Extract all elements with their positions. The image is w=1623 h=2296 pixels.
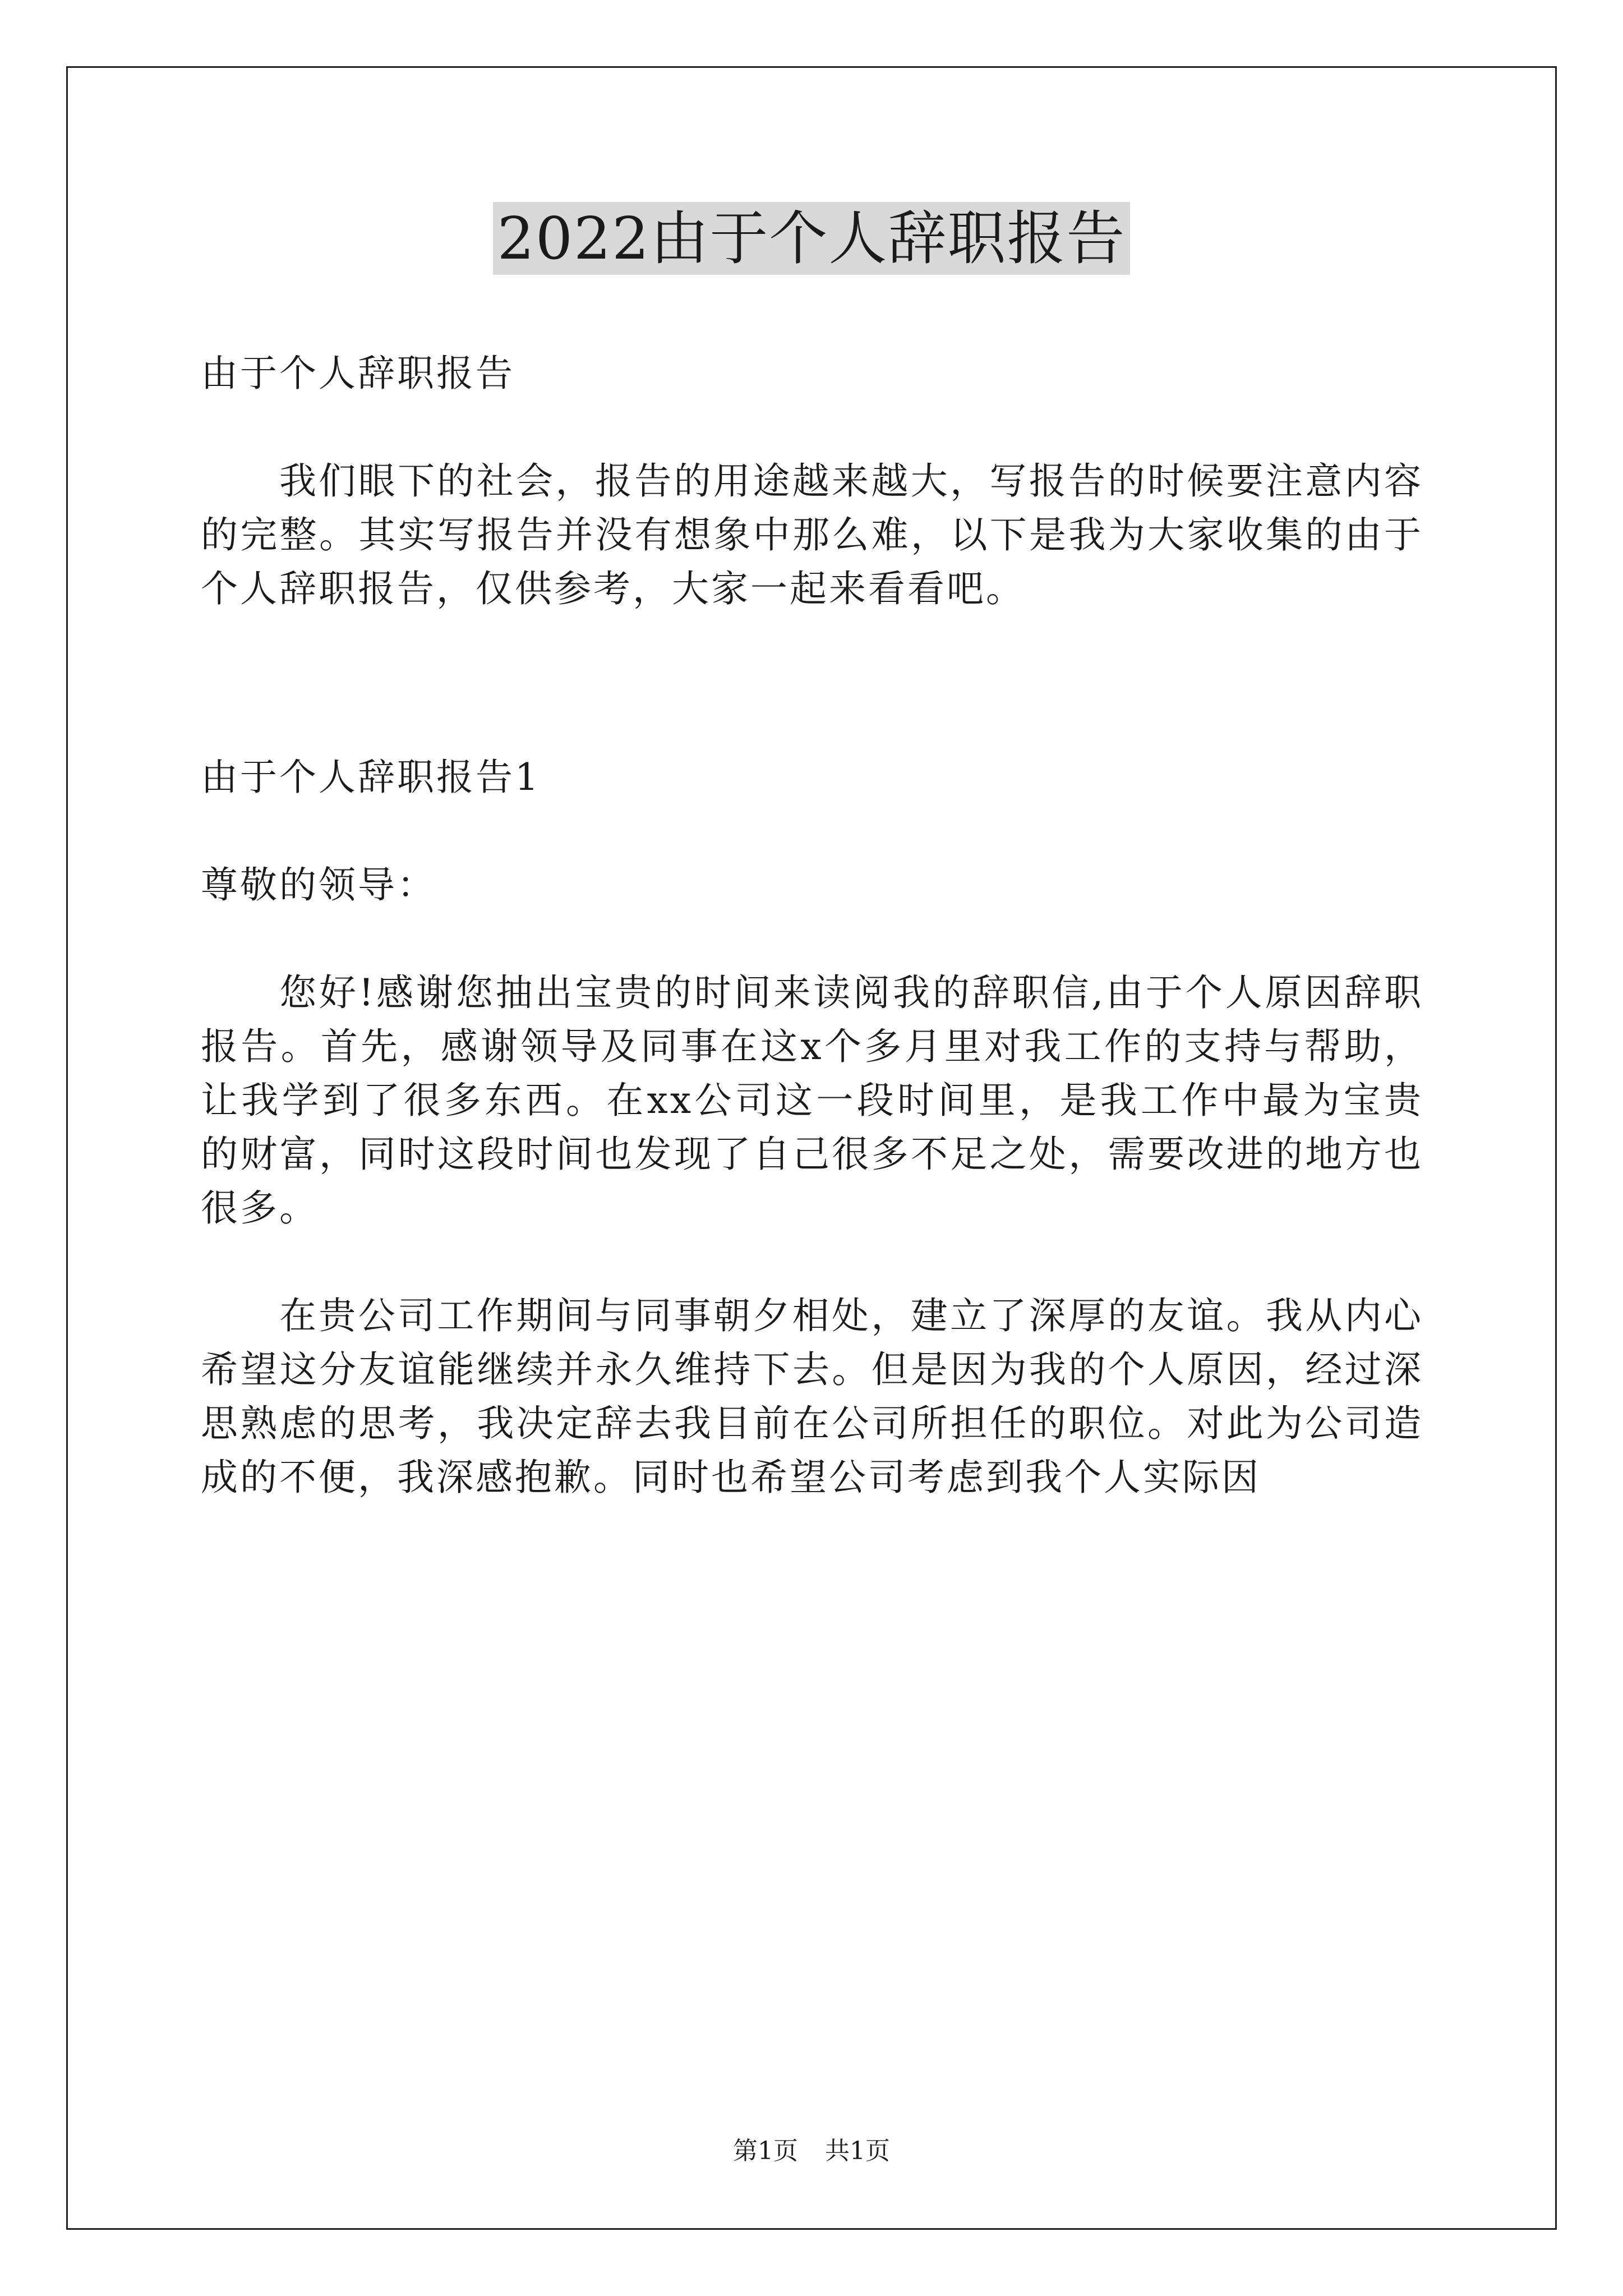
intro-paragraph: 我们眼下的社会，报告的用途越来越大，写报告的时候要注意内容的完整。其实写报告并没有想象中那么难，以下是我为大家收集的由于个人辞职报告，仅供参考，大家一起来看看吧。	[201, 459, 1423, 610]
section-heading: 由于个人辞职报告1	[201, 756, 541, 799]
document-title: 2022由于个人辞职报告	[493, 202, 1131, 275]
title-container	[0, 202, 1623, 275]
salutation: 尊敬的领导：	[201, 863, 436, 907]
page-number: 第1页	[733, 2137, 798, 2165]
page-total: 共1页	[825, 2137, 890, 2165]
subtitle-paragraph: 由于个人辞职报告	[201, 352, 515, 395]
body-paragraph-2: 在贵公司工作期间与同事朝夕相处，建立了深厚的友谊。我从内心希望这分友谊能继续并永久维持下去。但是因为我的个人原因，经过深思熟虑的思考，我决定辞去我目前在公司所担任的职位。对此为公司造成的不便，我深感抱歉。同时也希望公司考虑到我个人实际因	[201, 1294, 1423, 1499]
page-footer	[0, 2134, 1623, 2168]
document-body	[201, 347, 1423, 1558]
body-paragraph-1: 您好!感谢您抽出宝贵的时间来读阅我的辞职信,由于个人原因辞职报告。首先，感谢领导及同事在这x个多月里对我工作的支持与帮助，让我学到了很多东西。在xx公司这一段时间里，是我工作中最为宝贵的财富，同时这段时间也发现了自己很多不足之处，需要改进的地方也很多。	[201, 971, 1423, 1230]
